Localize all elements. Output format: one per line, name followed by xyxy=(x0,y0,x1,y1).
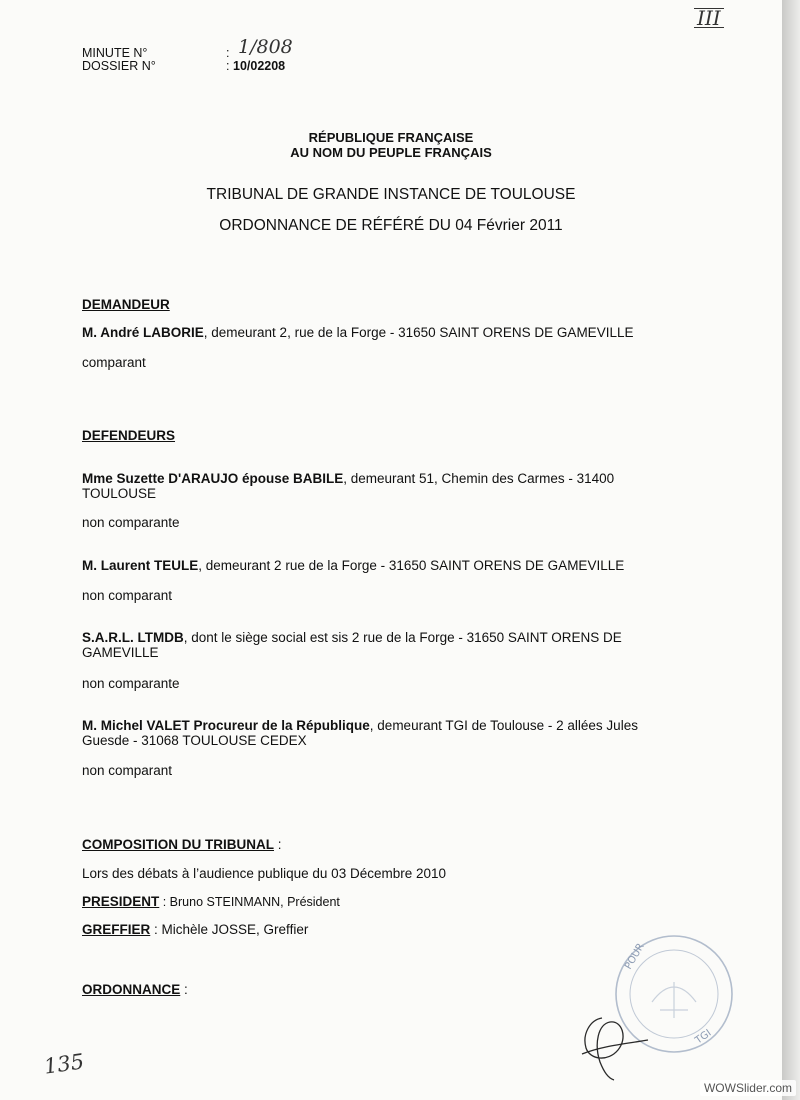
demandeur-status: comparant xyxy=(82,355,146,370)
defendeur-party-1 xyxy=(82,471,667,501)
defendeur-party-3 xyxy=(82,630,667,660)
defendeur-name-2: M. Laurent TEULE xyxy=(82,558,199,573)
margin-note-handwritten: 135 xyxy=(42,1049,86,1079)
demandeur-heading: DEMANDEUR xyxy=(82,297,170,312)
defendeur-name-3: S.A.R.L. LTMDB xyxy=(82,630,184,645)
demandeur-address: , demeurant 2, rue de la Forge - 31650 SAINT ORENS DE GAMEVILLE xyxy=(203,325,634,340)
defendeur-address-4: , demeurant TGI de Toulouse - 2 allées Jules Guesde - 31068 TOULOUSE CEDEX xyxy=(82,718,638,748)
defendeur-address-1: , demeurant 51, Chemin des Carmes - 31400 TOULOUSE xyxy=(82,471,615,501)
corner-mark-handwritten: III xyxy=(694,8,724,28)
composition-heading-suffix: : xyxy=(274,837,282,852)
signature xyxy=(572,1010,652,1084)
composition-heading: COMPOSITION DU TRIBUNAL xyxy=(82,837,274,852)
minute-label: MINUTE N° xyxy=(82,46,148,60)
republic-title: RÉPUBLIQUE FRANÇAISE xyxy=(308,130,474,145)
defendeur-address-3: , dont le siège social est sis 2 rue de la Forge - 31650 SAINT ORENS DE GAMEVILLE xyxy=(82,630,622,660)
minute-number-handwritten: 1/808 xyxy=(238,36,293,58)
page-edge-shadow xyxy=(782,0,800,1100)
svg-text:TGI: TGI xyxy=(693,1027,714,1047)
defendeur-status-3: non comparante xyxy=(82,676,180,691)
defendeur-party-4 xyxy=(82,718,667,748)
defendeur-name-4: M. Michel VALET Procureur de la République xyxy=(82,718,370,733)
defendeur-address-2: , demeurant 2 rue de la Forge - 31650 SAINT ORENS DE GAMEVILLE xyxy=(198,558,625,573)
ordonnance-heading: ORDONNANCE xyxy=(82,982,181,997)
order-title: ORDONNANCE DE RÉFÉRÉ DU 04 Février 2011 xyxy=(219,217,563,234)
president-line xyxy=(82,894,667,910)
greffier-label: GREFFIER xyxy=(82,922,151,937)
dossier-label: DOSSIER N° xyxy=(82,59,156,73)
svg-text:POUR: POUR xyxy=(623,941,647,972)
defendeurs-heading: DEFENDEURS xyxy=(82,428,176,443)
defendeur-party-2 xyxy=(82,558,667,573)
debats-line: Lors des débats à l’audience publique du 03 Décembre 2010 xyxy=(82,866,447,881)
ordonnance-heading-line xyxy=(82,982,667,997)
president-label: PRESIDENT xyxy=(82,894,160,909)
people-title: AU NOM DU PEUPLE FRANÇAIS xyxy=(290,145,492,160)
watermark-label: WOWSlider.com xyxy=(700,1080,796,1096)
ordonnance-suffix: : xyxy=(180,982,188,997)
defendeur-status-2: non comparant xyxy=(82,588,173,603)
court-title: TRIBUNAL DE GRANDE INSTANCE DE TOULOUSE xyxy=(206,186,576,203)
dossier-colon: : xyxy=(226,59,230,73)
greffier-value: : Michèle JOSSE, Greffier xyxy=(150,922,309,937)
composition-heading-line xyxy=(82,837,667,852)
defendeur-status-4: non comparant xyxy=(82,763,173,778)
minute-colon: : xyxy=(226,46,230,60)
defendeur-name-1: Mme Suzette D'ARAUJO épouse BABILE xyxy=(82,471,344,486)
demandeur-party xyxy=(82,325,667,340)
dossier-number: 10/02208 xyxy=(233,59,286,73)
greffier-line xyxy=(82,922,667,937)
defendeur-status-1: non comparante xyxy=(82,515,180,530)
demandeur-name: M. André LABORIE xyxy=(82,325,204,340)
president-value: : Bruno STEINMANN, Président xyxy=(159,895,340,909)
